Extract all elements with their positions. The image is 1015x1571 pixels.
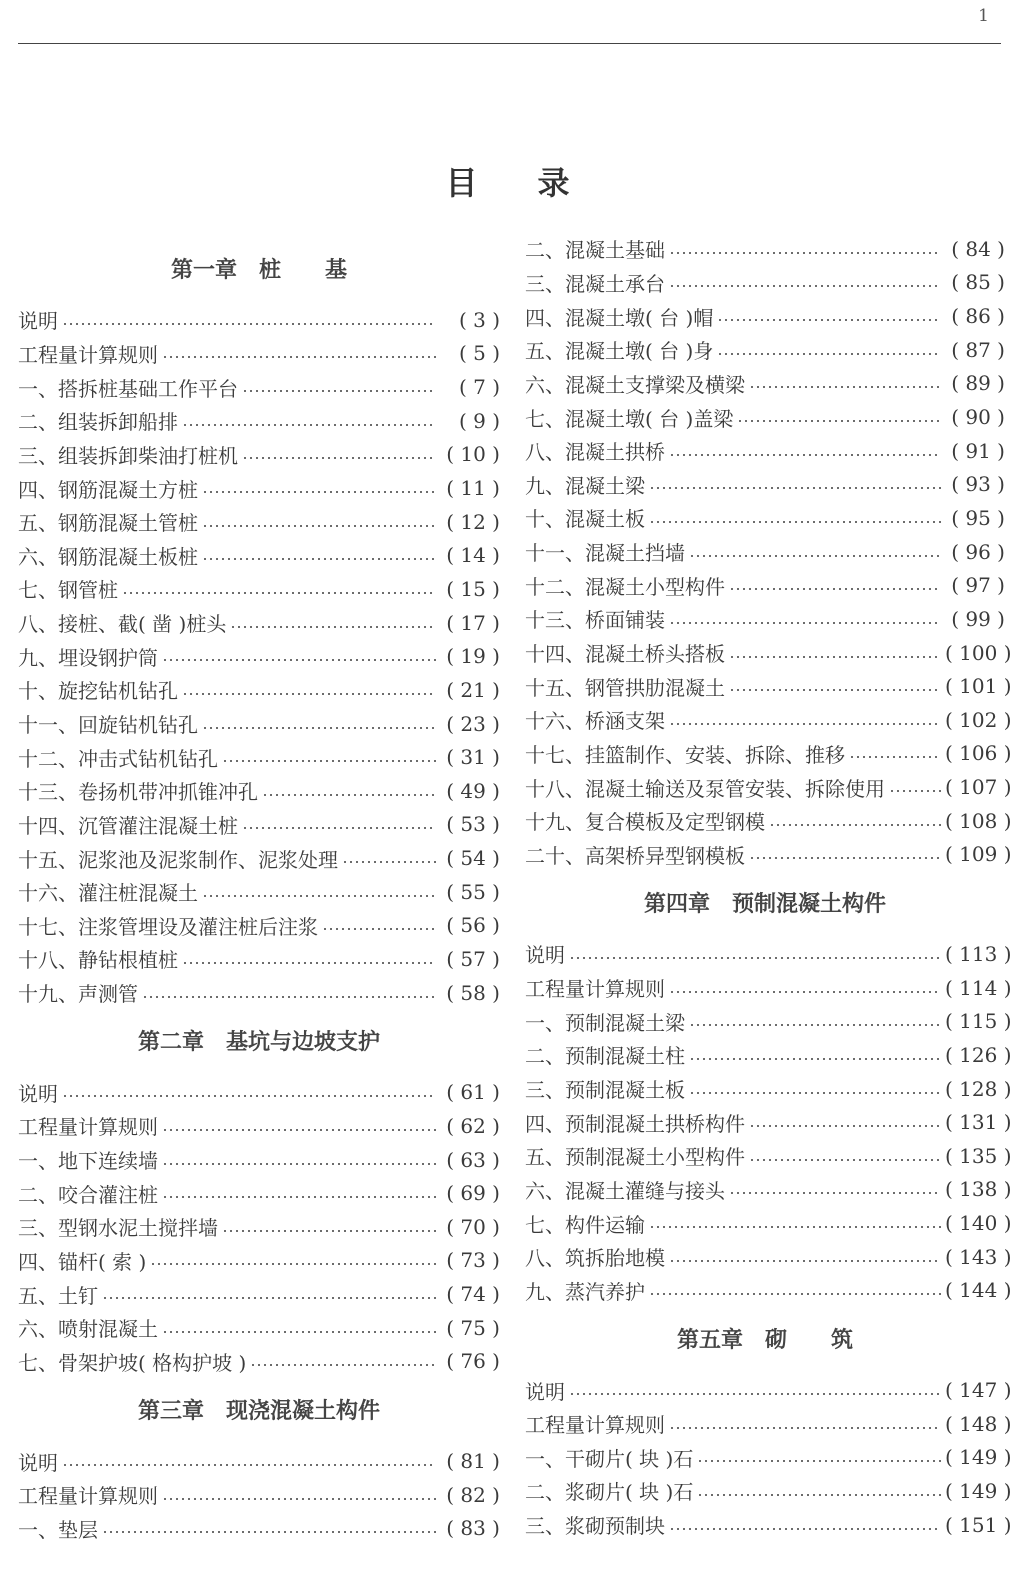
toc-entry[interactable] <box>525 971 1012 1005</box>
toc-entry-page: ( 138 ) <box>945 1177 1012 1202</box>
toc-entry[interactable] <box>525 333 1005 367</box>
toc-entry-label: 十七、注浆管埋设及灌注桩后注浆 <box>18 914 318 939</box>
dot-leader <box>669 1260 941 1262</box>
dot-leader <box>889 790 941 792</box>
toc-entry-label: 九、埋设钢护筒 <box>18 645 158 670</box>
dot-leader <box>182 424 436 426</box>
dot-leader <box>202 727 436 729</box>
toc-entry-page: ( 69 ) <box>446 1181 500 1206</box>
chapter-heading: 第四章 预制混凝土构件 <box>643 891 886 917</box>
dot-leader <box>162 659 436 661</box>
toc-entry-page: ( 63 ) <box>446 1147 500 1172</box>
chapter-heading: 第二章 基坑与边坡支护 <box>137 1029 380 1055</box>
toc-entry-page: ( 97 ) <box>951 573 1005 598</box>
toc-entry-label: 二、咬合灌注桩 <box>18 1182 158 1207</box>
toc-entry[interactable] <box>525 1173 1012 1207</box>
dot-leader <box>689 1092 941 1094</box>
dot-leader <box>202 558 436 560</box>
dot-leader <box>242 827 436 829</box>
toc-entry-page: ( 76 ) <box>446 1349 500 1374</box>
toc-entry-page: ( 3 ) <box>458 307 500 332</box>
toc-entry[interactable] <box>18 1277 500 1311</box>
toc-entry[interactable] <box>18 1478 500 1512</box>
toc-entry-page: ( 7 ) <box>458 375 500 400</box>
dot-leader <box>697 1460 941 1462</box>
dot-leader <box>669 454 941 456</box>
toc-entry[interactable] <box>18 505 500 539</box>
dot-leader <box>162 1498 436 1500</box>
toc-entry-label: 十三、桥面铺装 <box>525 608 665 633</box>
toc-entry-page: ( 101 ) <box>945 674 1012 699</box>
toc-entry-page: ( 107 ) <box>945 775 1012 800</box>
toc-entry[interactable] <box>18 639 500 673</box>
toc-entry-page: ( 100 ) <box>945 640 1012 665</box>
chapter-heading: 第一章 桩 基 <box>170 257 347 283</box>
toc-entry-page: ( 23 ) <box>446 711 500 736</box>
toc-entry-page: ( 151 ) <box>945 1512 1012 1537</box>
toc-entry-label: 三、组装拆卸柴油打桩机 <box>18 443 238 468</box>
toc-entry-label: 二十、高架桥异型钢模板 <box>525 843 745 868</box>
toc-entry-label: 十、混凝土板 <box>525 507 645 532</box>
toc-entry-label: 八、接桩、截( 凿 )桩头 <box>18 612 227 637</box>
toc-entry-page: ( 56 ) <box>446 913 500 938</box>
toc-entry-page: ( 11 ) <box>446 476 500 501</box>
toc-entry[interactable] <box>525 299 1005 333</box>
toc-entry-page: ( 86 ) <box>951 304 1005 329</box>
toc-entry-page: ( 15 ) <box>446 576 500 601</box>
toc-entry-label: 六、钢筋混凝土板桩 <box>18 544 198 569</box>
dot-leader <box>749 857 941 859</box>
toc-entry-label: 八、筑拆胎地模 <box>525 1246 665 1271</box>
toc-entry-label: 说明 <box>525 943 565 968</box>
toc-entry-page: ( 115 ) <box>945 1009 1012 1034</box>
toc-entry-page: ( 109 ) <box>945 842 1012 867</box>
toc-entry-label: 工程量计算规则 <box>18 342 158 367</box>
toc-entry[interactable] <box>18 538 500 572</box>
dot-leader <box>62 323 436 325</box>
toc-entry-page: ( 128 ) <box>945 1076 1012 1101</box>
toc-entry[interactable] <box>525 467 1005 501</box>
toc-entry[interactable] <box>18 370 500 404</box>
dot-leader <box>729 689 941 691</box>
toc-entry-page: ( 85 ) <box>951 270 1005 295</box>
dot-leader <box>669 622 941 624</box>
dot-leader <box>849 756 941 758</box>
toc-left-column <box>18 237 500 1545</box>
page-number: 1 <box>978 6 989 26</box>
toc-entry[interactable] <box>18 1109 500 1143</box>
toc-entry-page: ( 73 ) <box>446 1248 500 1273</box>
toc-entry[interactable] <box>525 232 1005 266</box>
dot-leader <box>250 1364 436 1366</box>
dot-leader <box>717 319 941 321</box>
toc-entry-page: ( 99 ) <box>951 606 1005 631</box>
toc-entry-label: 六、喷射混凝土 <box>18 1317 158 1342</box>
toc-entry-label: 七、混凝土墩( 台 )盖梁 <box>525 406 734 431</box>
toc-entry-page: ( 54 ) <box>446 846 500 871</box>
toc-entry-page: ( 140 ) <box>945 1211 1012 1236</box>
dot-leader <box>122 592 436 594</box>
dot-leader <box>102 1531 436 1533</box>
toc-entry-page: ( 57 ) <box>446 946 500 971</box>
toc-entry[interactable] <box>18 606 500 640</box>
dot-leader <box>162 1331 436 1333</box>
toc-entry-page: ( 62 ) <box>446 1113 500 1138</box>
toc-entry-label: 六、混凝土支撑梁及横梁 <box>525 372 745 397</box>
toc-entry-page: ( 61 ) <box>446 1080 500 1105</box>
toc-entry-label: 七、骨架护坡( 格构护坡 ) <box>18 1350 247 1375</box>
toc-entry[interactable] <box>525 1274 1012 1308</box>
toc-entry-label: 工程量计算规则 <box>525 1413 665 1438</box>
toc-entry-label: 十五、钢管拱肋混凝土 <box>525 675 725 700</box>
toc-entry-page: ( 147 ) <box>945 1378 1012 1403</box>
toc-entry[interactable] <box>18 1075 500 1109</box>
toc-entry[interactable] <box>18 1345 500 1379</box>
toc-entry-page: ( 148 ) <box>945 1411 1012 1436</box>
dot-leader <box>689 555 941 557</box>
toc-entry[interactable] <box>18 909 500 943</box>
toc-entry[interactable] <box>18 1244 500 1278</box>
toc-entry-page: ( 55 ) <box>446 879 500 904</box>
dot-leader <box>242 390 436 392</box>
toc-entry-page: ( 58 ) <box>446 980 500 1005</box>
dot-leader <box>689 1058 941 1060</box>
dot-leader <box>142 996 436 998</box>
dot-leader <box>729 1192 941 1194</box>
dot-leader <box>717 353 941 355</box>
toc-entry-label: 二、浆砌片( 块 )石 <box>525 1480 694 1505</box>
dot-leader <box>322 928 436 930</box>
toc-entry-label: 六、混凝土灌缝与接头 <box>525 1178 725 1203</box>
toc-entry[interactable] <box>18 707 500 741</box>
dot-leader <box>222 760 436 762</box>
toc-entry-page: ( 89 ) <box>951 371 1005 396</box>
toc-entry[interactable] <box>525 1508 1012 1542</box>
toc-entry-label: 十、旋挖钻机钻孔 <box>18 679 178 704</box>
toc-entry-page: ( 113 ) <box>945 941 1012 966</box>
toc-entry[interactable] <box>525 636 1012 670</box>
toc-entry-page: ( 143 ) <box>945 1244 1012 1269</box>
toc-entry-page: ( 49 ) <box>446 778 500 803</box>
toc-entry-page: ( 87 ) <box>951 337 1005 362</box>
toc-entry[interactable] <box>18 1311 500 1345</box>
dot-leader <box>729 588 941 590</box>
dot-leader <box>669 252 941 254</box>
toc-entry[interactable] <box>525 501 1005 535</box>
dot-leader <box>242 457 436 459</box>
toc-entry[interactable] <box>18 774 500 808</box>
toc-entry-label: 十九、复合模板及定型钢模 <box>525 810 765 835</box>
dot-leader <box>669 1528 941 1530</box>
toc-entry-label: 九、蒸汽养护 <box>525 1279 645 1304</box>
toc-entry[interactable] <box>525 737 1012 771</box>
toc-entry-label: 十八、静钻根植桩 <box>18 948 178 973</box>
toc-entry-page: ( 19 ) <box>446 644 500 669</box>
dot-leader <box>222 1230 436 1232</box>
toc-entry-label: 一、搭拆桩基础工作平台 <box>18 376 238 401</box>
toc-entry-label: 五、钢筋混凝土管桩 <box>18 511 198 536</box>
toc-entry-label: 十二、混凝土小型构件 <box>525 574 725 599</box>
toc-entry[interactable] <box>18 875 500 909</box>
toc-entry-label: 五、预制混凝土小型构件 <box>525 1145 745 1170</box>
toc-entry-page: ( 21 ) <box>446 677 500 702</box>
toc-entry[interactable] <box>525 367 1005 401</box>
toc-entry[interactable] <box>525 1373 1012 1407</box>
toc-entry-label: 四、钢筋混凝土方桩 <box>18 477 198 502</box>
toc-entry-label: 一、干砌片( 块 )石 <box>525 1446 694 1471</box>
toc-entry-label: 一、地下连续墙 <box>18 1149 158 1174</box>
toc-entry[interactable] <box>525 1038 1012 1072</box>
toc-entry-page: ( 17 ) <box>446 610 500 635</box>
dot-leader <box>669 285 941 287</box>
toc-entry-label: 九、混凝土梁 <box>525 473 645 498</box>
toc-entry-page: ( 75 ) <box>446 1315 500 1340</box>
toc-entry[interactable] <box>18 303 500 337</box>
toc-entry[interactable] <box>525 434 1005 468</box>
dot-leader <box>202 895 436 897</box>
toc-entry[interactable] <box>525 937 1012 971</box>
toc-entry[interactable] <box>18 673 500 707</box>
toc-entry-page: ( 93 ) <box>951 472 1005 497</box>
chapter-heading: 第三章 现浇混凝土构件 <box>137 1398 380 1424</box>
dot-leader <box>62 1464 436 1466</box>
toc-entry-label: 十三、卷扬机带冲抓锥冲孔 <box>18 780 258 805</box>
toc-entry-label: 十五、泥浆池及泥浆制作、泥浆处理 <box>18 847 338 872</box>
dot-leader <box>669 723 941 725</box>
dot-leader <box>62 1095 436 1097</box>
toc-entry-page: ( 149 ) <box>945 1445 1012 1470</box>
toc-entry-page: ( 95 ) <box>951 505 1005 530</box>
dot-leader <box>649 1293 941 1295</box>
toc-entry-page: ( 10 ) <box>446 442 500 467</box>
toc-entry[interactable] <box>18 1512 500 1546</box>
toc-entry[interactable] <box>525 1240 1012 1274</box>
dot-leader <box>669 1427 941 1429</box>
dot-leader <box>749 386 941 388</box>
dot-leader <box>737 420 941 422</box>
dot-leader <box>697 1494 941 1496</box>
toc-entry-label: 三、型钢水泥土搅拌墙 <box>18 1216 218 1241</box>
toc-entry-page: ( 82 ) <box>446 1482 500 1507</box>
dot-leader <box>342 861 436 863</box>
dot-leader <box>202 525 436 527</box>
dot-leader <box>162 1196 436 1198</box>
toc-entry-page: ( 53 ) <box>446 812 500 837</box>
toc-entry-label: 八、混凝土拱桥 <box>525 440 665 465</box>
toc-entry[interactable] <box>525 669 1012 703</box>
toc-entry[interactable] <box>525 1474 1012 1508</box>
toc-entry[interactable] <box>18 337 500 371</box>
dot-leader <box>569 957 941 959</box>
toc-entry-page: ( 31 ) <box>446 745 500 770</box>
toc-entry[interactable] <box>525 1206 1012 1240</box>
toc-entry[interactable] <box>18 471 500 505</box>
toc-entry-label: 一、预制混凝土梁 <box>525 1010 685 1035</box>
toc-entry-page: ( 9 ) <box>458 408 500 433</box>
toc-entry[interactable] <box>18 1210 500 1244</box>
toc-entry[interactable] <box>525 703 1012 737</box>
toc-entry-page: ( 144 ) <box>945 1278 1012 1303</box>
toc-entry-label: 十二、冲击式钻机钻孔 <box>18 746 218 771</box>
toc-entry-page: ( 106 ) <box>945 741 1012 766</box>
toc-entry-label: 说明 <box>18 1081 58 1106</box>
toc-entry[interactable] <box>525 1105 1012 1139</box>
dot-leader <box>182 962 436 964</box>
toc-entry-page: ( 83 ) <box>446 1516 500 1541</box>
toc-entry-label: 十六、桥涵支架 <box>525 709 665 734</box>
page-title: 目录 <box>445 164 630 202</box>
dot-leader <box>262 794 436 796</box>
toc-entry-label: 三、混凝土承台 <box>525 271 665 296</box>
toc-entry-label: 十一、回旋钻机钻孔 <box>18 713 198 737</box>
toc-entry-page: ( 126 ) <box>945 1042 1012 1067</box>
header-rule <box>18 43 1001 44</box>
toc-entry-label: 十七、挂篮制作、安装、拆除、推移 <box>525 742 845 767</box>
toc-entry-page: ( 91 ) <box>951 438 1005 463</box>
dot-leader <box>769 824 941 826</box>
toc-entry-label: 十九、声测管 <box>18 982 138 1007</box>
toc-entry-label: 工程量计算规则 <box>18 1115 158 1140</box>
dot-leader <box>162 1129 436 1131</box>
dot-leader <box>649 1226 941 1228</box>
dot-leader <box>102 1297 436 1299</box>
toc-entry-page: ( 114 ) <box>945 975 1012 1000</box>
toc-entry[interactable] <box>525 266 1005 300</box>
toc-entry-page: ( 96 ) <box>951 539 1005 564</box>
toc-entry-label: 十四、混凝土桥头搭板 <box>525 642 725 666</box>
toc-entry[interactable] <box>525 400 1005 434</box>
toc-entry-page: ( 81 ) <box>446 1449 500 1474</box>
toc-entry[interactable] <box>18 841 500 875</box>
toc-entry[interactable] <box>18 438 500 472</box>
toc-entry-label: 二、混凝土基础 <box>525 238 665 263</box>
toc-entry[interactable] <box>18 404 500 438</box>
dot-leader <box>749 1125 941 1127</box>
toc-entry[interactable] <box>525 838 1012 872</box>
toc-entry-label: 五、混凝土墩( 台 )身 <box>525 339 714 364</box>
toc-entry-page: ( 131 ) <box>945 1110 1012 1135</box>
toc-entry-label: 说明 <box>18 1450 58 1475</box>
toc-entry[interactable] <box>525 1407 1012 1441</box>
toc-entry[interactable] <box>525 1139 1012 1173</box>
toc-entry[interactable] <box>18 740 500 774</box>
toc-entry-label: 十六、灌注桩混凝土 <box>18 881 198 906</box>
toc-entry-label: 二、预制混凝土柱 <box>525 1044 685 1069</box>
toc-entry-page: ( 84 ) <box>951 236 1005 261</box>
toc-entry[interactable] <box>18 572 500 606</box>
toc-entry[interactable] <box>525 568 1005 602</box>
dot-leader <box>162 356 436 358</box>
toc-entry-page: ( 70 ) <box>446 1214 500 1239</box>
toc-entry[interactable] <box>18 1143 500 1177</box>
toc-entry-label: 七、钢管桩 <box>18 578 118 603</box>
dot-leader <box>729 656 941 658</box>
toc-entry-label: 五、土钉 <box>18 1283 98 1308</box>
dot-leader <box>230 626 436 628</box>
dot-leader <box>749 1159 941 1161</box>
toc-entry-label: 四、混凝土墩( 台 )帽 <box>525 305 714 330</box>
toc-entry-label: 十一、混凝土挡墙 <box>525 541 685 566</box>
toc-entry-page: ( 135 ) <box>945 1143 1012 1168</box>
dot-leader <box>202 491 436 493</box>
toc-entry-page: ( 5 ) <box>458 341 500 366</box>
dot-leader <box>649 521 941 523</box>
toc-entry-page: ( 102 ) <box>945 707 1012 732</box>
toc-entry-label: 二、组装拆卸船排 <box>18 410 178 435</box>
toc-entry[interactable] <box>525 770 1012 804</box>
dot-leader <box>162 1163 436 1165</box>
toc-entry-label: 说明 <box>18 309 58 334</box>
toc-entry-label: 四、预制混凝土拱桥构件 <box>525 1111 745 1136</box>
dot-leader <box>150 1263 436 1265</box>
chapter-heading: 第五章 砌 筑 <box>676 1327 853 1353</box>
toc-entry[interactable] <box>525 535 1005 569</box>
toc-entry-label: 工程量计算规则 <box>525 977 665 1002</box>
toc-entry-label: 说明 <box>525 1379 565 1404</box>
toc-entry[interactable] <box>525 602 1005 636</box>
dot-leader <box>689 1024 941 1026</box>
toc-entry[interactable] <box>18 1444 500 1478</box>
toc-entry-label: 工程量计算规则 <box>18 1484 158 1509</box>
toc-entry[interactable] <box>18 942 500 976</box>
toc-entry[interactable] <box>18 808 500 842</box>
dot-leader <box>649 487 941 489</box>
toc-entry[interactable] <box>525 1441 1012 1475</box>
toc-entry-label: 一、垫层 <box>18 1517 98 1542</box>
dot-leader <box>669 991 941 993</box>
toc-entry[interactable] <box>525 804 1012 838</box>
dot-leader <box>569 1393 941 1395</box>
toc-entry[interactable] <box>525 1004 1012 1038</box>
dot-leader <box>182 693 436 695</box>
toc-entry-page: ( 90 ) <box>951 405 1005 430</box>
toc-entry-label: 十四、沉管灌注混凝土桩 <box>18 813 238 838</box>
toc-entry[interactable] <box>18 976 500 1010</box>
toc-entry-page: ( 149 ) <box>945 1478 1012 1503</box>
toc-entry[interactable] <box>525 1072 1012 1106</box>
toc-entry[interactable] <box>18 1176 500 1210</box>
toc-entry-label: 七、构件运输 <box>525 1212 645 1237</box>
toc-entry-page: ( 74 ) <box>446 1282 500 1307</box>
toc-entry-label: 十八、混凝土输送及泵管安装、拆除使用 <box>525 776 885 801</box>
toc-entry-label: 四、锚杆( 索 ) <box>18 1249 147 1274</box>
toc-entry-label: 三、浆砌预制块 <box>525 1514 665 1539</box>
toc-entry-page: ( 12 ) <box>446 509 500 534</box>
toc-entry-label: 三、预制混凝土板 <box>525 1078 685 1103</box>
toc-entry-page: ( 108 ) <box>945 808 1012 833</box>
toc-right-column <box>525 232 1012 1541</box>
toc-entry-page: ( 14 ) <box>446 543 500 568</box>
